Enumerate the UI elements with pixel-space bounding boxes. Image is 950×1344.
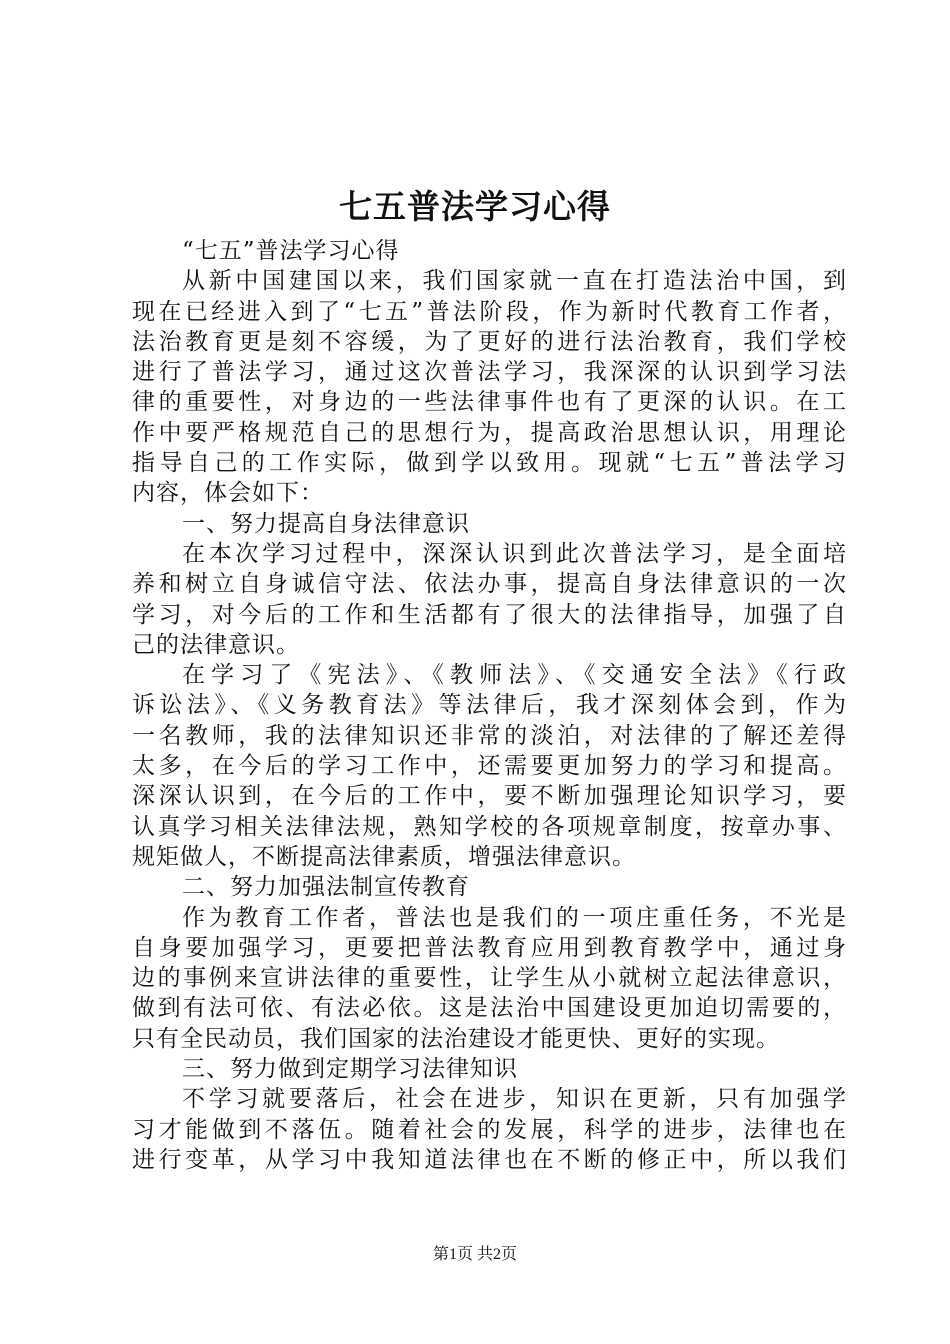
text-line: 养和树立自身诚信守法、依法办事，提高自身法律意识的一次 (132, 571, 847, 598)
text-line: 太多，在今后的学习工作中，还需要更加努力的学习和提高。 (132, 753, 847, 780)
text-line: 进行变革，从学习中我知道法律也在不断的修正中，所以我们 (132, 1146, 847, 1173)
text-line: 诉讼法》、《义务教育法》等法律后，我才深刻体会到，作为 (132, 692, 847, 719)
text-line: 己的法律意识。 (132, 631, 300, 658)
text-line: 指导自己的工作实际，做到学以致用。现就“七五”普法学习 (132, 450, 847, 477)
text-line: 在本次学习过程中，深深认识到此次普法学习，是全面培 (182, 540, 847, 567)
text-line: 习才能做到不落伍。随着社会的发展，科学的进步，法律也在 (132, 1116, 847, 1143)
text-line: 学习，对今后的工作和生活都有了很大的法律指导，加强了自 (132, 601, 847, 628)
text-line: 法治教育更是刻不容缓，为了更好的进行法治教育，我们学校 (132, 328, 847, 355)
document-body (132, 236, 847, 1175)
text-line: 边的事例来宣讲法律的重要性，让学生从小就树立起法律意识， (132, 965, 847, 992)
text-line: “七五”普法学习心得 (182, 238, 400, 264)
text-line: 一名教师，我的法律知识还非常的淡泊，对法律的了解还差得 (132, 722, 847, 749)
text-line: 认真学习相关法律法规，熟知学校的各项规章制度，按章办事、 (132, 813, 847, 840)
text-line: 现在已经进入到了“七五”普法阶段，作为新时代教育工作者， (132, 298, 847, 325)
text-line: 三、努力做到定期学习法律知识 (182, 1056, 518, 1083)
text-line: 做到有法可依、有法必依。这是法治中国建设更加迫切需要的， (132, 995, 847, 1022)
text-line: 从新中国建国以来，我们国家就一直在打造法治中国，到 (182, 268, 847, 295)
page-title: 七五普法学习心得 (339, 187, 611, 226)
text-line: 律的重要性，对身边的一些法律事件也有了更深的认识。在工 (132, 389, 847, 416)
text-line: 只有全民动员，我们国家的法治建设才能更快、更好的实现。 (132, 1025, 780, 1052)
text-line: 二、努力加强法制宣传教育 (182, 874, 470, 901)
page-footer: 第1页 共2页 (432, 1246, 517, 1263)
text-line: 内容，体会如下： (132, 480, 324, 507)
text-line: 不学习就要落后，社会在进步，知识在更新，只有加强学 (182, 1086, 847, 1113)
text-line: 规矩做人，不断提高法律素质，增强法律意识。 (132, 843, 636, 870)
text-line: 一、努力提高自身法律意识 (182, 510, 470, 537)
text-line: 自身要加强学习，更要把普法教育应用到教育教学中，通过身 (132, 934, 847, 961)
text-line: 作中要严格规范自己的思想行为，提高政治思想认识，用理论 (132, 419, 847, 446)
text-line: 作为教育工作者，普法也是我们的一项庄重任务，不光是 (182, 904, 847, 931)
text-line: 进行了普法学习，通过这次普法学习，我深深的认识到学习法 (132, 359, 847, 386)
text-line: 在学习了《宪法》、《教师法》、《交通安全法》《行政 (182, 662, 847, 689)
text-line: 深深认识到，在今后的工作中，要不断加强理论知识学习，要 (132, 783, 847, 810)
